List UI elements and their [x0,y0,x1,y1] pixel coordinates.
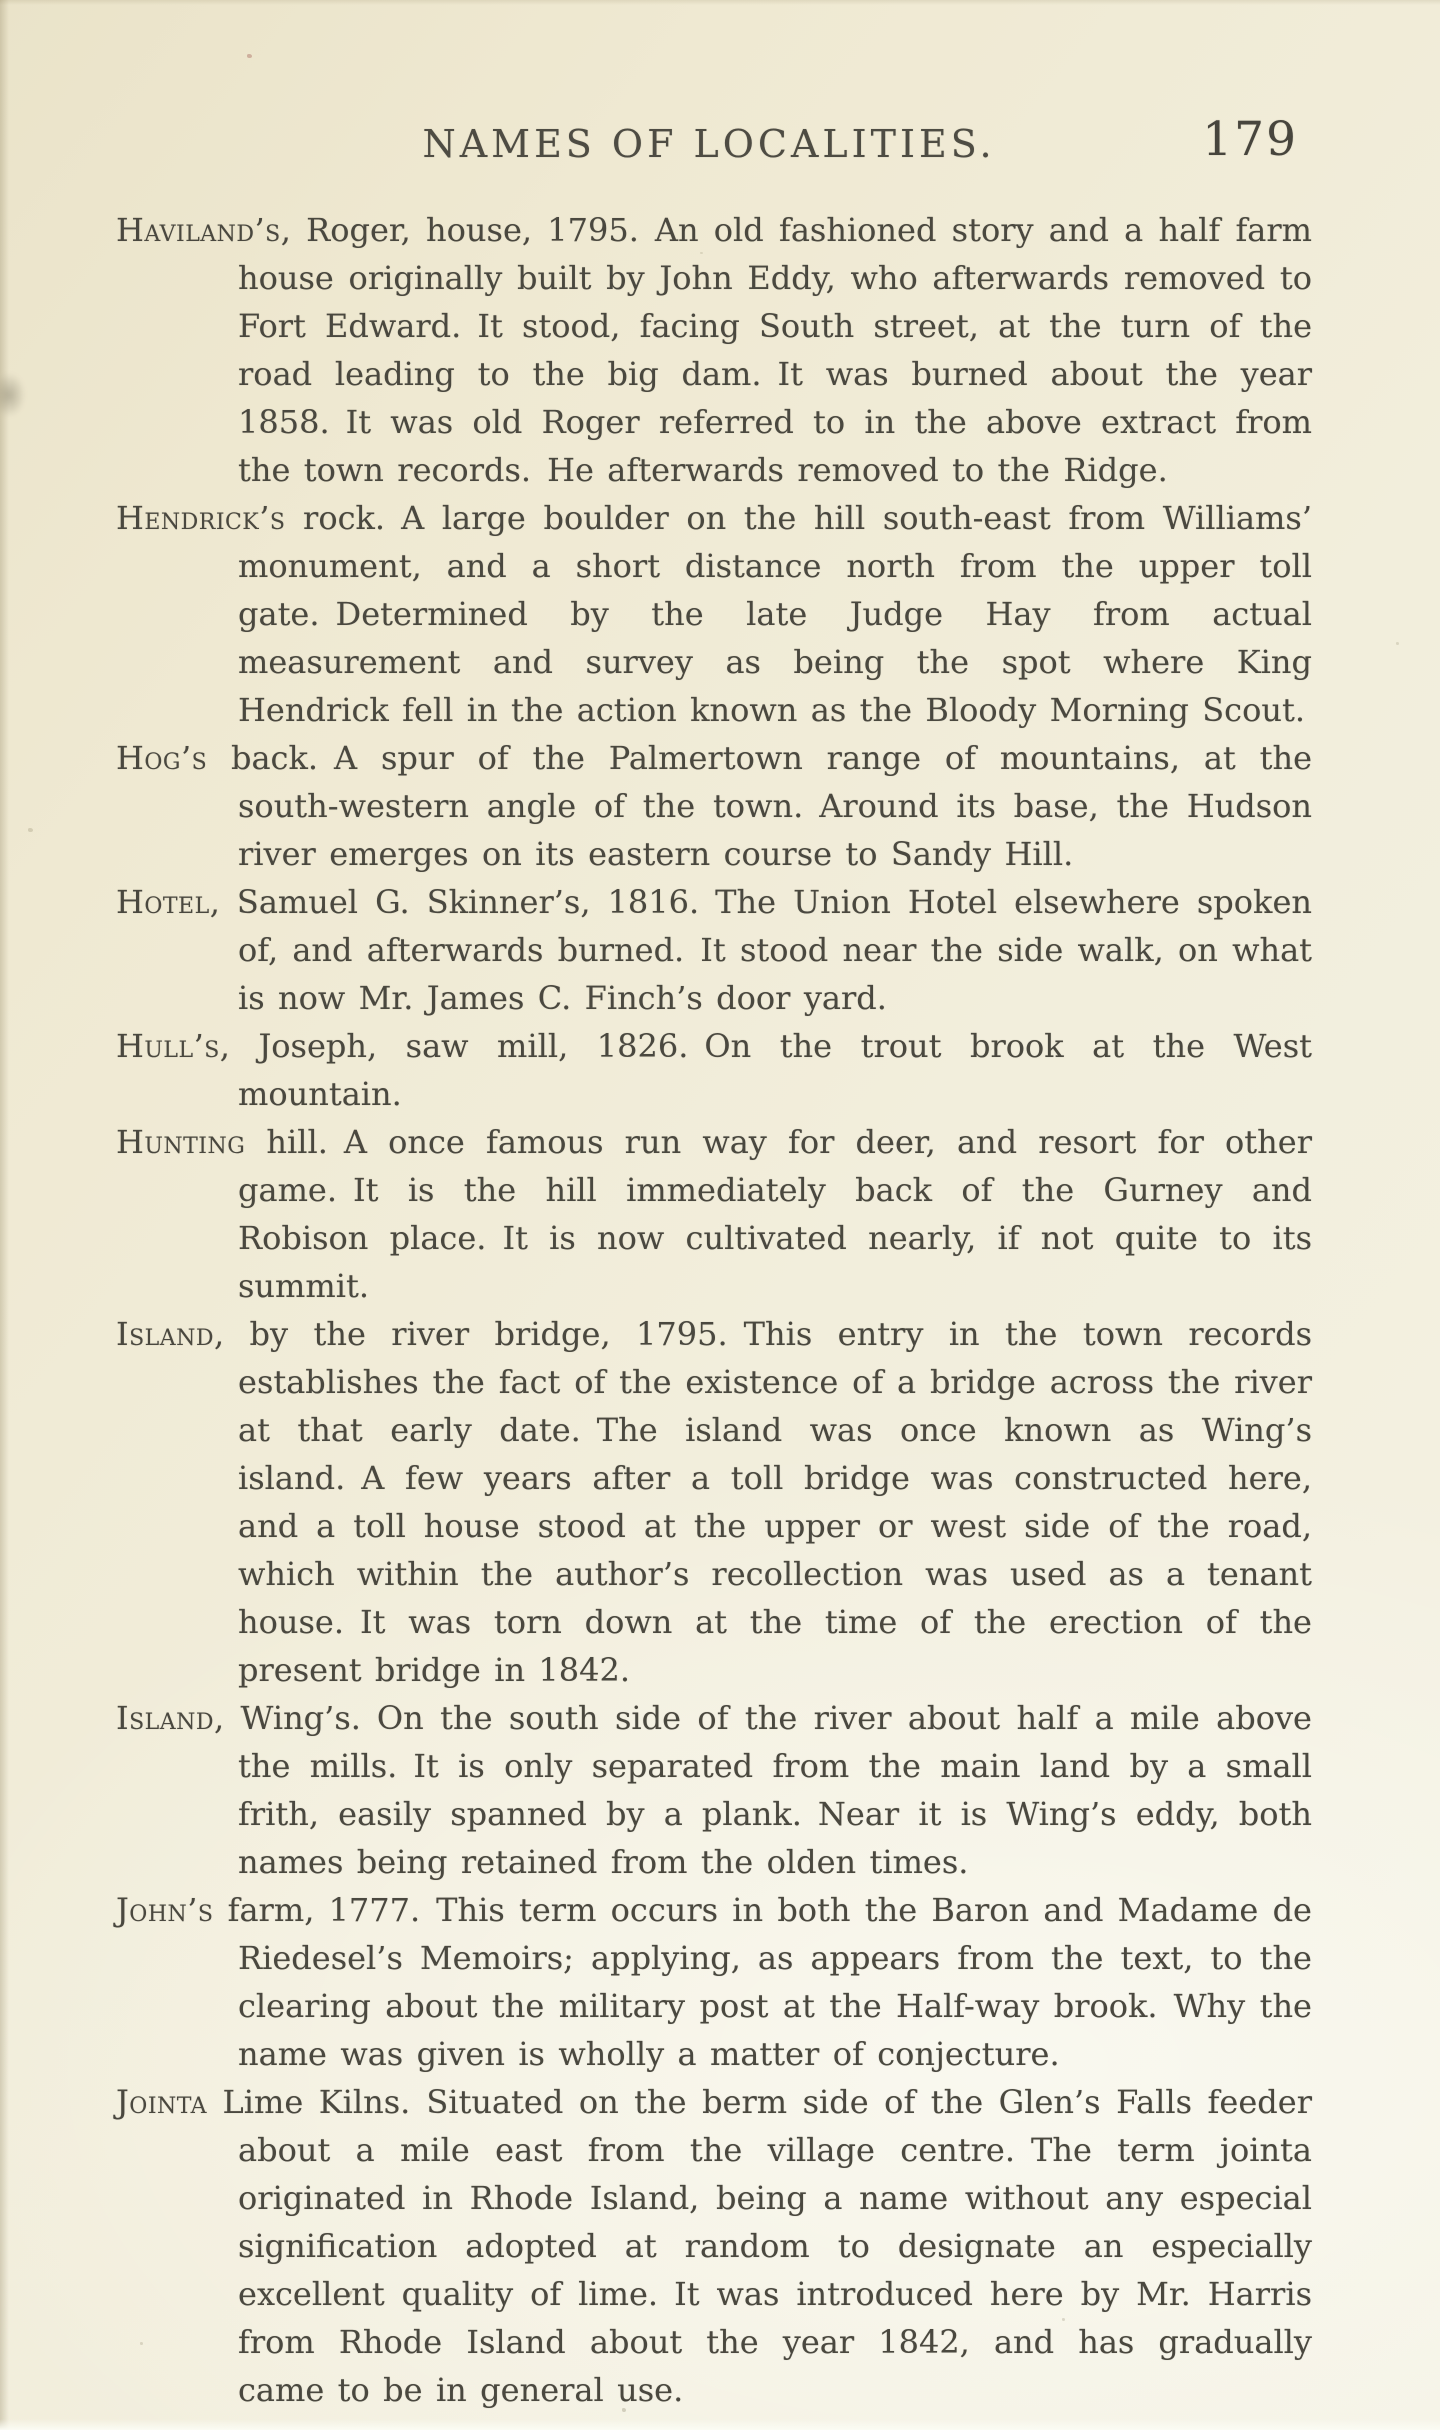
scan-edge-highlight-bottom [0,2419,1440,2430]
entry-johns-farm [116,1886,1312,2078]
entry-body: back. A spur of the Palmertown range of mountains, at the south-western angle of the town. Around its base, the Hudson river emerges on its eastern course to Sandy Hill. [207,739,1312,873]
entry-hendricks-rock [116,494,1312,734]
entry-headword: Island [116,1315,214,1353]
page-header [116,0,1322,200]
entry-headword: John’s [116,1891,214,1929]
running-title: NAMES OF LOCALITIES. [422,122,996,166]
locality-entries [116,206,1312,2414]
entry-body: , by the river bridge, 1795. This entry in the town records establishes the fact of the existence of a bridge across the river at that early date. The island was once known as Wing’s island. A few years after a toll bridge was constructed here, and a toll house stood at the upper or west side of the road, which within the author’s recollection was used as a tenant house. It was torn down at the time of the erection of the present bridge in 1842. [213,1315,1312,1689]
entry-hulls-saw-mill [116,1022,1312,1118]
entry-headword: Hunting [116,1123,246,1161]
entry-jointa-lime-kilns [116,2078,1312,2414]
entry-headword: Hotel [116,883,210,921]
entry-body: hill. A once famous run way for deer, and resort for other game. It is the hill immediately back of the Gurney and Robison place. It is now cultivated nearly, if not quite to its summit. [238,1123,1312,1305]
entry-havilands [116,206,1312,494]
entry-headword: Haviland’s [116,211,281,249]
paper-speck [1396,642,1399,645]
entry-hotel [116,878,1312,1022]
entry-headword: Hog’s [116,739,208,777]
entry-body: rock. A large boulder on the hill south-east from Williams’ monument, and a short distance north from the upper toll gate. Determined by the late Judge Hay from actual measurement and survey as being the spot where King Hendrick fell in the action known as the Bloody Morning Scout. [238,499,1312,729]
entry-island-river-bridge [116,1310,1312,1694]
entry-headword: Island [116,1699,214,1737]
entry-body: , Joseph, saw mill, 1826. On the trout brook at the West mountain. [219,1027,1312,1113]
page-number: 179 [1202,112,1298,167]
entry-hunting-hill [116,1118,1312,1310]
entry-body: Lime Kilns. Situated on the berm side of the Glen’s Falls feeder about a mile east from the village centre. The term jointa originated in Rhode Island, being a name without any especial signification adopted at random to designate an especially excellent quality of lime. It was introduced here by Mr. Harris from Rhode Island about the year 1842, and has gradually came to be in general use. [207,2083,1312,2409]
entry-body: farm, 1777. This term occurs in both the Baron and Madame de Riedesel’s Memoirs; applying, as appears from the text, to the clearing about the military post at the Half-way brook. Why the name was given is wholly a matter of conjecture. [213,1891,1312,2073]
entry-hogs-back [116,734,1312,878]
paper-speck [28,828,33,832]
scan-edge-shadow-left [0,0,9,2430]
entry-body: , Roger, house, 1795. An old fashioned story and a half farm house originally built by John Eddy, who afterwards removed to Fort Edward. It stood, facing South street, at the turn of the road leading to the big dam. It was burned about the year 1858. It was old Roger referred to in the above extract from the town records. He afterwards removed to the Ridge. [238,211,1312,489]
entry-island-wings [116,1694,1312,1886]
entry-body: , Samuel G. Skinner’s, 1816. The Union Hotel elsewhere spoken of, and afterwards burned. It stood near the side walk, on what is now Mr. James C. Finch’s door yard. [209,883,1312,1017]
entry-headword: Hull’s [116,1027,220,1065]
entry-body: , Wing’s. On the south side of the river about half a mile above the mills. It is only separated from the main land by a small frith, easily spanned by a plank. Near it is Wing’s eddy, both names being retained from the olden times. [213,1699,1312,1881]
entry-headword: Jointa [116,2083,208,2121]
entry-headword: Hendrick’s [116,499,286,537]
ink-smudge [0,372,26,418]
